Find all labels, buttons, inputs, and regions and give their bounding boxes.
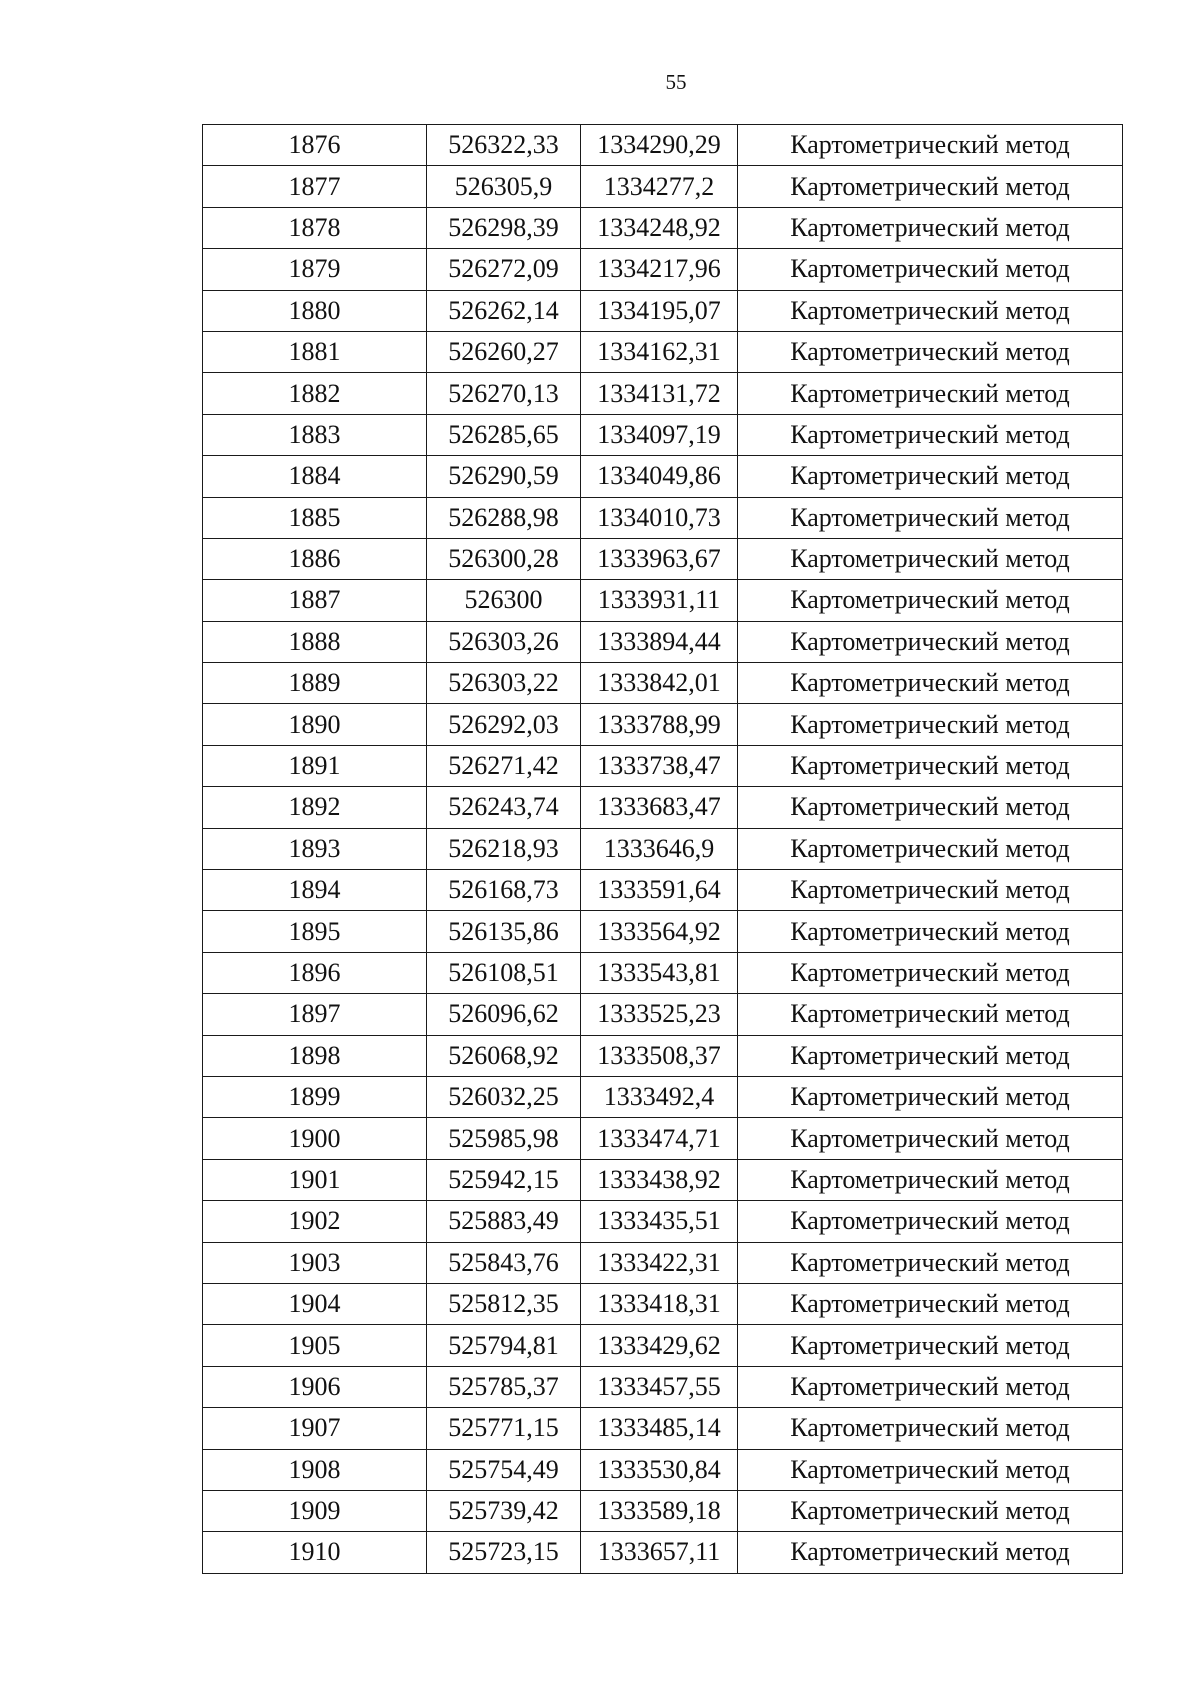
x-coordinate-cell: 526262,14 (427, 290, 581, 331)
y-coordinate-cell: 1333788,99 (581, 704, 738, 745)
y-coordinate-cell: 1333543,81 (581, 952, 738, 993)
method-cell: Картометрический метод (738, 911, 1123, 952)
y-coordinate-cell: 1333646,9 (581, 828, 738, 869)
point-number-cell: 1884 (203, 456, 427, 497)
x-coordinate-cell: 525794,81 (427, 1325, 581, 1366)
x-coordinate-cell: 526270,13 (427, 373, 581, 414)
table-row (203, 580, 1123, 621)
point-number-cell: 1887 (203, 580, 427, 621)
point-number-cell: 1897 (203, 994, 427, 1035)
point-number-cell: 1889 (203, 663, 427, 704)
x-coordinate-cell: 526135,86 (427, 911, 581, 952)
method-cell: Картометрический метод (738, 414, 1123, 455)
point-number-cell: 1899 (203, 1076, 427, 1117)
method-cell: Картометрический метод (738, 249, 1123, 290)
y-coordinate-cell: 1333963,67 (581, 538, 738, 579)
x-coordinate-cell: 525812,35 (427, 1283, 581, 1324)
y-coordinate-cell: 1333530,84 (581, 1449, 738, 1490)
table-row (203, 911, 1123, 952)
method-cell: Картометрический метод (738, 207, 1123, 248)
x-coordinate-cell: 526272,09 (427, 249, 581, 290)
method-cell: Картометрический метод (738, 828, 1123, 869)
table-row (203, 249, 1123, 290)
table-row (203, 663, 1123, 704)
table-row (203, 166, 1123, 207)
method-cell: Картометрический метод (738, 1076, 1123, 1117)
x-coordinate-cell: 525754,49 (427, 1449, 581, 1490)
x-coordinate-cell: 526108,51 (427, 952, 581, 993)
method-cell: Картометрический метод (738, 125, 1123, 166)
table-row (203, 1118, 1123, 1159)
table-row (203, 1366, 1123, 1407)
point-number-cell: 1894 (203, 870, 427, 911)
point-number-cell: 1876 (203, 125, 427, 166)
coordinates-table (202, 124, 1123, 1574)
method-cell: Картометрический метод (738, 745, 1123, 786)
table-row (203, 704, 1123, 745)
x-coordinate-cell: 526096,62 (427, 994, 581, 1035)
point-number-cell: 1892 (203, 787, 427, 828)
x-coordinate-cell: 526300 (427, 580, 581, 621)
y-coordinate-cell: 1333683,47 (581, 787, 738, 828)
table-row (203, 870, 1123, 911)
table-row (203, 1490, 1123, 1531)
y-coordinate-cell: 1333738,47 (581, 745, 738, 786)
method-cell: Картометрический метод (738, 663, 1123, 704)
point-number-cell: 1900 (203, 1118, 427, 1159)
table-row (203, 994, 1123, 1035)
y-coordinate-cell: 1334277,2 (581, 166, 738, 207)
method-cell: Картометрический метод (738, 166, 1123, 207)
method-cell: Картометрический метод (738, 373, 1123, 414)
coordinates-table-body (203, 125, 1123, 1574)
x-coordinate-cell: 526168,73 (427, 870, 581, 911)
x-coordinate-cell: 526068,92 (427, 1035, 581, 1076)
y-coordinate-cell: 1333525,23 (581, 994, 738, 1035)
y-coordinate-cell: 1333657,11 (581, 1532, 738, 1573)
x-coordinate-cell: 526218,93 (427, 828, 581, 869)
y-coordinate-cell: 1334217,96 (581, 249, 738, 290)
method-cell: Картометрический метод (738, 1159, 1123, 1200)
table-row (203, 828, 1123, 869)
table-row (203, 1408, 1123, 1449)
y-coordinate-cell: 1333564,92 (581, 911, 738, 952)
point-number-cell: 1885 (203, 497, 427, 538)
point-number-cell: 1880 (203, 290, 427, 331)
table-row (203, 456, 1123, 497)
y-coordinate-cell: 1333474,71 (581, 1118, 738, 1159)
x-coordinate-cell: 526260,27 (427, 331, 581, 372)
x-coordinate-cell: 526303,22 (427, 663, 581, 704)
point-number-cell: 1903 (203, 1242, 427, 1283)
y-coordinate-cell: 1333438,92 (581, 1159, 738, 1200)
table-row (203, 373, 1123, 414)
table-row (203, 1076, 1123, 1117)
y-coordinate-cell: 1333418,31 (581, 1283, 738, 1324)
x-coordinate-cell: 525739,42 (427, 1490, 581, 1531)
method-cell: Картометрический метод (738, 1035, 1123, 1076)
point-number-cell: 1886 (203, 538, 427, 579)
x-coordinate-cell: 526303,26 (427, 621, 581, 662)
point-number-cell: 1890 (203, 704, 427, 745)
table-row (203, 621, 1123, 662)
table-row (203, 1283, 1123, 1324)
table-row (203, 1532, 1123, 1573)
x-coordinate-cell: 526285,65 (427, 414, 581, 455)
point-number-cell: 1906 (203, 1366, 427, 1407)
method-cell: Картометрический метод (738, 290, 1123, 331)
y-coordinate-cell: 1333422,31 (581, 1242, 738, 1283)
table-row (203, 414, 1123, 455)
y-coordinate-cell: 1333589,18 (581, 1490, 738, 1531)
table-row (203, 125, 1123, 166)
point-number-cell: 1881 (203, 331, 427, 372)
point-number-cell: 1904 (203, 1283, 427, 1324)
x-coordinate-cell: 525942,15 (427, 1159, 581, 1200)
table-row (203, 1242, 1123, 1283)
method-cell: Картометрический метод (738, 331, 1123, 372)
x-coordinate-cell: 525785,37 (427, 1366, 581, 1407)
point-number-cell: 1902 (203, 1201, 427, 1242)
point-number-cell: 1882 (203, 373, 427, 414)
point-number-cell: 1908 (203, 1449, 427, 1490)
x-coordinate-cell: 525985,98 (427, 1118, 581, 1159)
point-number-cell: 1896 (203, 952, 427, 993)
table-row (203, 745, 1123, 786)
point-number-cell: 1907 (203, 1408, 427, 1449)
y-coordinate-cell: 1333591,64 (581, 870, 738, 911)
table-row (203, 1325, 1123, 1366)
y-coordinate-cell: 1333842,01 (581, 663, 738, 704)
table-row (203, 538, 1123, 579)
table-row (203, 1159, 1123, 1200)
x-coordinate-cell: 526288,98 (427, 497, 581, 538)
method-cell: Картометрический метод (738, 787, 1123, 828)
point-number-cell: 1888 (203, 621, 427, 662)
x-coordinate-cell: 526292,03 (427, 704, 581, 745)
point-number-cell: 1898 (203, 1035, 427, 1076)
table-row (203, 497, 1123, 538)
point-number-cell: 1878 (203, 207, 427, 248)
method-cell: Картометрический метод (738, 621, 1123, 662)
point-number-cell: 1891 (203, 745, 427, 786)
y-coordinate-cell: 1334097,19 (581, 414, 738, 455)
point-number-cell: 1883 (203, 414, 427, 455)
y-coordinate-cell: 1333435,51 (581, 1201, 738, 1242)
x-coordinate-cell: 526300,28 (427, 538, 581, 579)
table-row (203, 290, 1123, 331)
x-coordinate-cell: 526243,74 (427, 787, 581, 828)
method-cell: Картометрический метод (738, 870, 1123, 911)
x-coordinate-cell: 526032,25 (427, 1076, 581, 1117)
table-row (203, 1449, 1123, 1490)
y-coordinate-cell: 1334010,73 (581, 497, 738, 538)
table-row (203, 331, 1123, 372)
table-row (203, 787, 1123, 828)
table-row (203, 1035, 1123, 1076)
method-cell: Картометрический метод (738, 497, 1123, 538)
table-row (203, 207, 1123, 248)
y-coordinate-cell: 1333931,11 (581, 580, 738, 621)
method-cell: Картометрический метод (738, 1325, 1123, 1366)
x-coordinate-cell: 526322,33 (427, 125, 581, 166)
page-number: 55 (665, 70, 687, 94)
point-number-cell: 1905 (203, 1325, 427, 1366)
method-cell: Картометрический метод (738, 456, 1123, 497)
x-coordinate-cell: 525723,15 (427, 1532, 581, 1573)
point-number-cell: 1895 (203, 911, 427, 952)
y-coordinate-cell: 1333485,14 (581, 1408, 738, 1449)
x-coordinate-cell: 526298,39 (427, 207, 581, 248)
x-coordinate-cell: 525883,49 (427, 1201, 581, 1242)
y-coordinate-cell: 1334290,29 (581, 125, 738, 166)
table-row (203, 952, 1123, 993)
method-cell: Картометрический метод (738, 994, 1123, 1035)
point-number-cell: 1893 (203, 828, 427, 869)
y-coordinate-cell: 1334131,72 (581, 373, 738, 414)
method-cell: Картометрический метод (738, 952, 1123, 993)
method-cell: Картометрический метод (738, 1201, 1123, 1242)
point-number-cell: 1909 (203, 1490, 427, 1531)
point-number-cell: 1877 (203, 166, 427, 207)
method-cell: Картометрический метод (738, 1118, 1123, 1159)
method-cell: Картометрический метод (738, 580, 1123, 621)
table-row (203, 1201, 1123, 1242)
method-cell: Картометрический метод (738, 538, 1123, 579)
y-coordinate-cell: 1333429,62 (581, 1325, 738, 1366)
y-coordinate-cell: 1333894,44 (581, 621, 738, 662)
y-coordinate-cell: 1334162,31 (581, 331, 738, 372)
y-coordinate-cell: 1333508,37 (581, 1035, 738, 1076)
x-coordinate-cell: 526271,42 (427, 745, 581, 786)
method-cell: Картометрический метод (738, 1242, 1123, 1283)
x-coordinate-cell: 525771,15 (427, 1408, 581, 1449)
x-coordinate-cell: 526305,9 (427, 166, 581, 207)
method-cell: Картометрический метод (738, 1283, 1123, 1324)
x-coordinate-cell: 525843,76 (427, 1242, 581, 1283)
method-cell: Картометрический метод (738, 1490, 1123, 1531)
method-cell: Картометрический метод (738, 704, 1123, 745)
point-number-cell: 1910 (203, 1532, 427, 1573)
y-coordinate-cell: 1334248,92 (581, 207, 738, 248)
y-coordinate-cell: 1333492,4 (581, 1076, 738, 1117)
y-coordinate-cell: 1333457,55 (581, 1366, 738, 1407)
method-cell: Картометрический метод (738, 1449, 1123, 1490)
x-coordinate-cell: 526290,59 (427, 456, 581, 497)
y-coordinate-cell: 1334195,07 (581, 290, 738, 331)
y-coordinate-cell: 1334049,86 (581, 456, 738, 497)
method-cell: Картометрический метод (738, 1366, 1123, 1407)
point-number-cell: 1879 (203, 249, 427, 290)
method-cell: Картометрический метод (738, 1408, 1123, 1449)
method-cell: Картометрический метод (738, 1532, 1123, 1573)
point-number-cell: 1901 (203, 1159, 427, 1200)
